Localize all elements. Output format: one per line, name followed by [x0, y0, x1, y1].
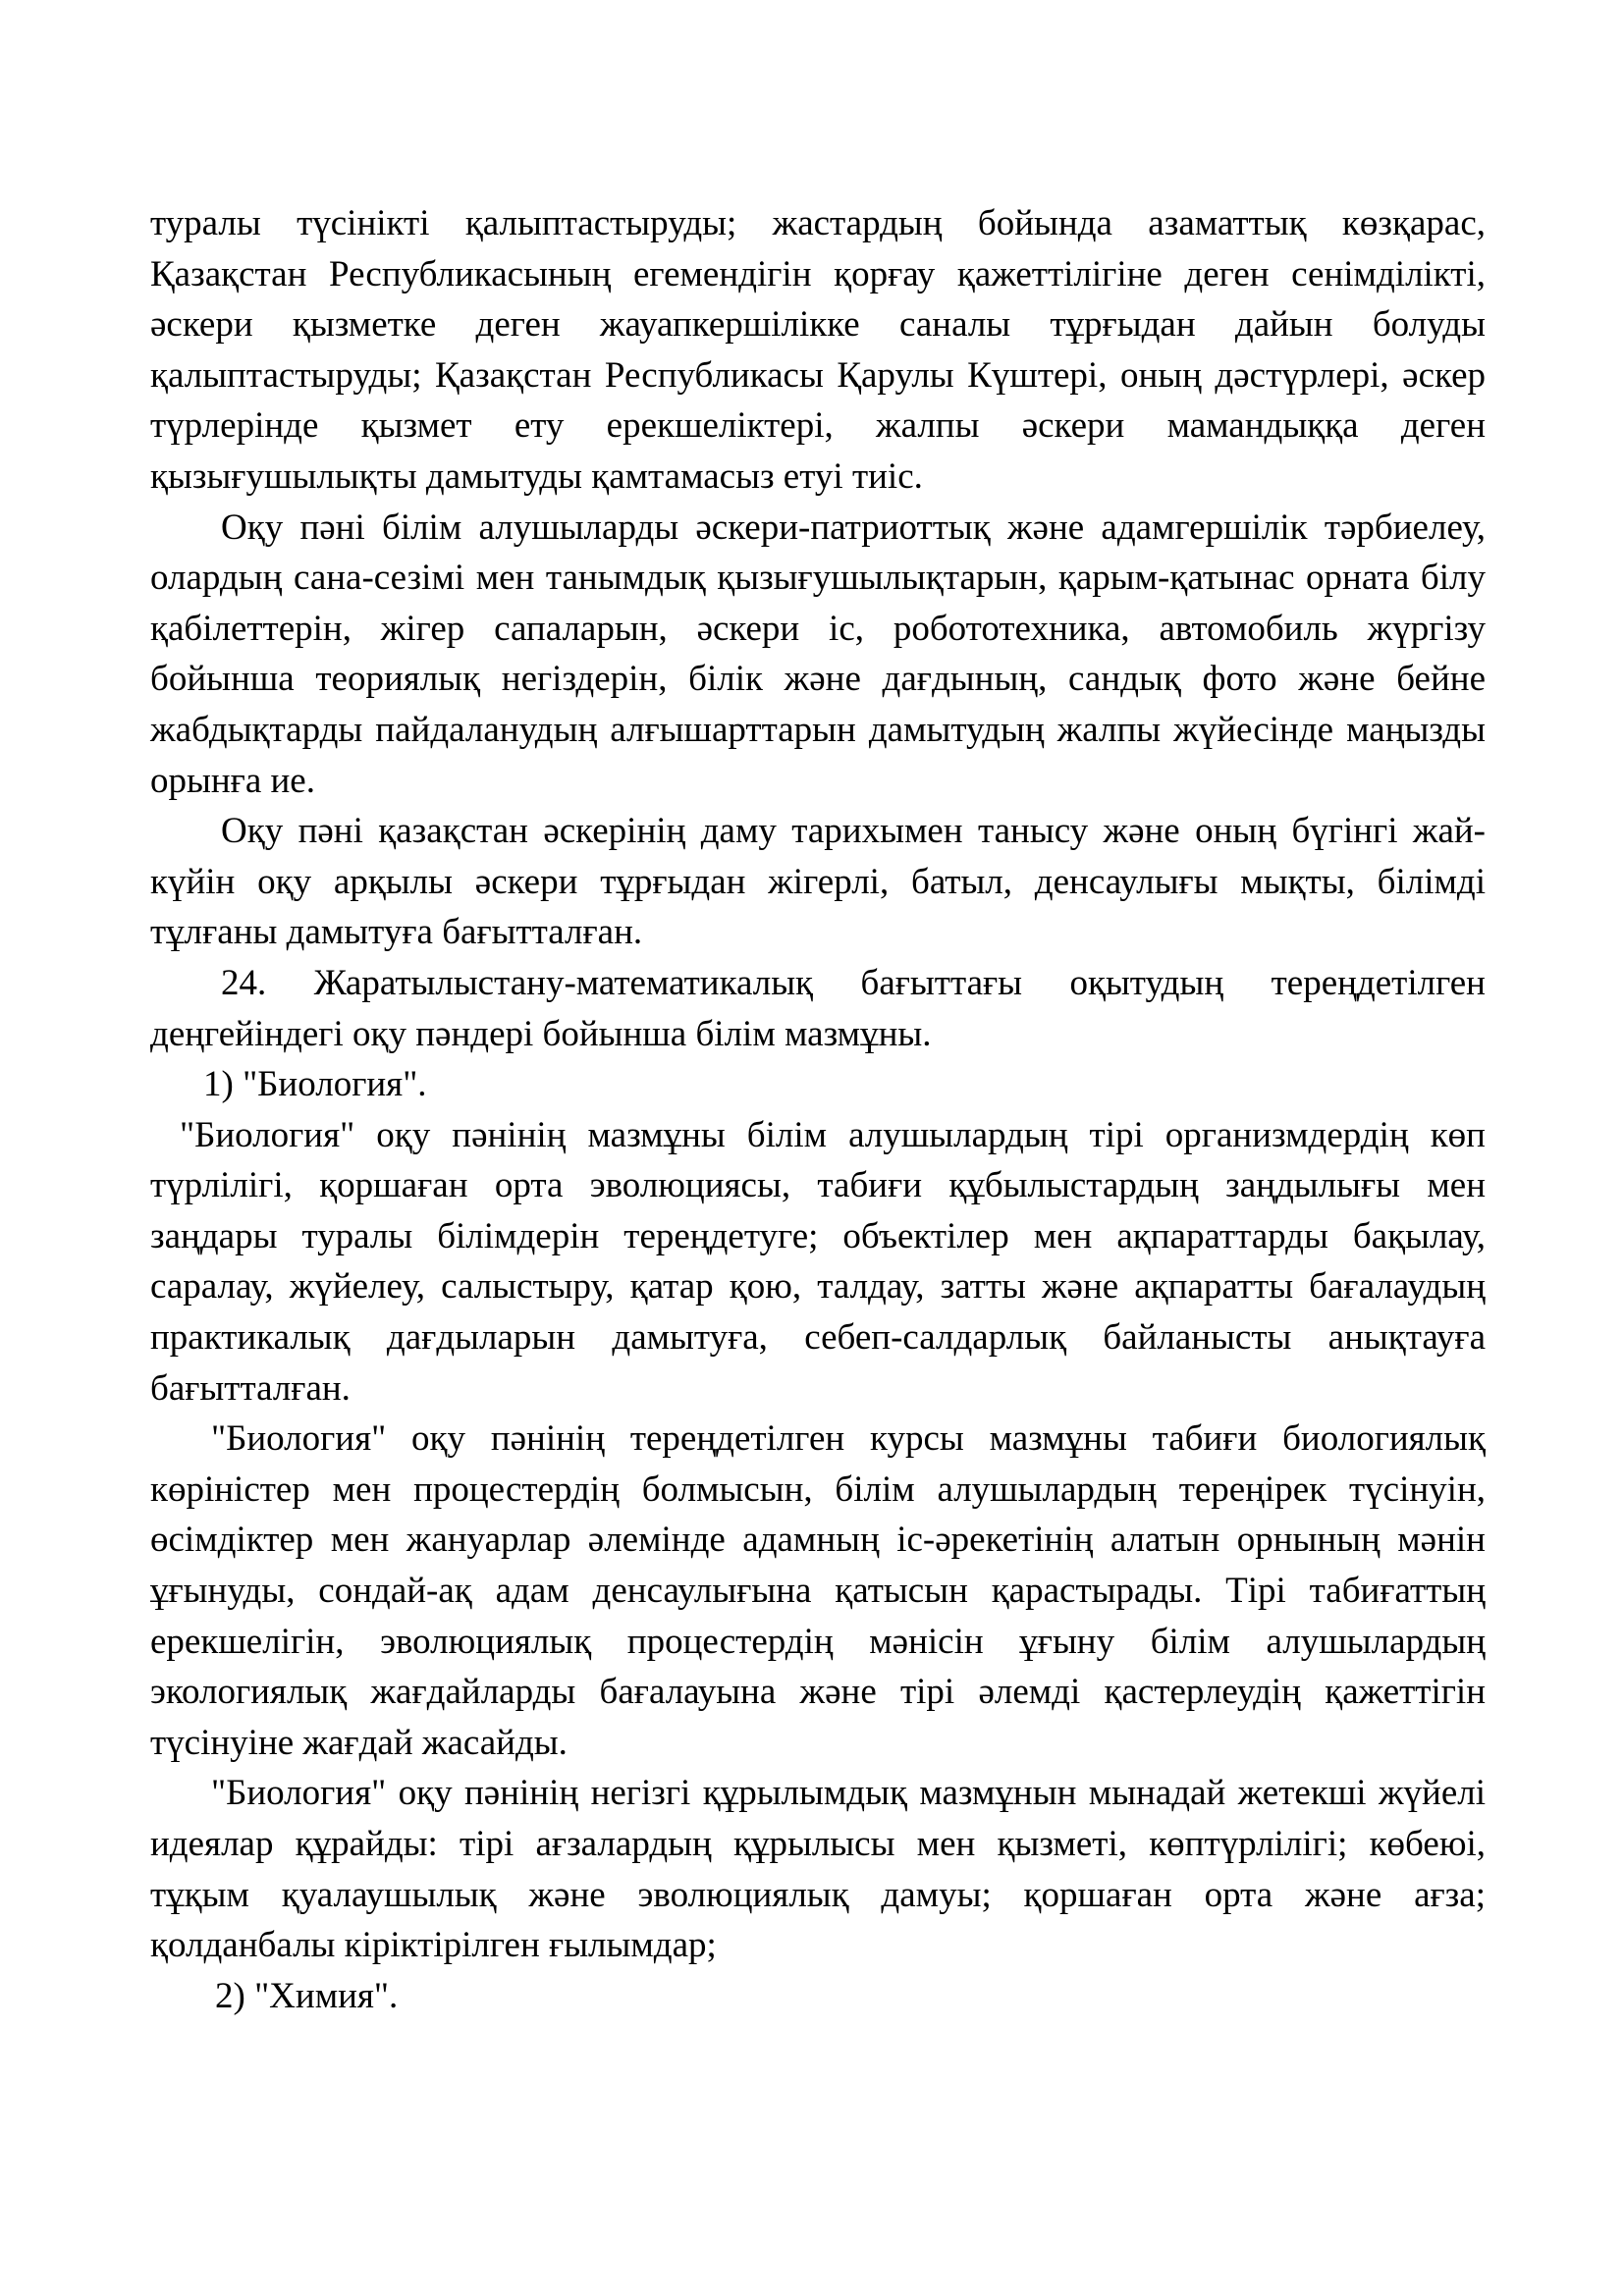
paragraph-biology-advanced: "Биология" оқу пәнінің тереңдетілген курсы мазмұны табиғи биологиялық көріністер мен процестердің болмысын, білім алушылардың тереңірек түсінуін, өсімдіктер мен жануарлар әлемінде адамның іс-әрекетінің алатын орнының мәнін ұғынуды, сондай-ақ адам денсаулығына қатысын қарастырады. Тірі табиғаттың ерекшелігін, эволюциялық процестердің мәнісін ұғыну білім алушылардың экологиялық жағдайларды бағалауына және тірі әлемді қастерлеудің қажеттігін түсінуіне жағдай жасайды. [150, 1418, 1486, 1763]
paragraph-subject-history: Оқу пәні қазақстан әскерінің даму тарихымен танысу және оның бүгінгі жай-күйін оқу арқылы әскери тұрғыдан жігерлі, батыл, денсаулығы мықты, білімді тұлғаны дамытуға бағытталған. [150, 811, 1486, 953]
heading-chemistry: 2) "Химия". [215, 1975, 399, 2016]
paragraph-intro-continuation: туралы түсінікті қалыптастыруды; жастардың бойында азаматтық көзқарас, Қазақстан Республикасының егемендігін қорғау қажеттілігіне деген сенімділікті, әскери қызметке деген жауапкершілікке саналы тұрғыдан дайын болуды қалыптастыруды; Қазақстан Республикасы Қарулы Күштері, оның дәстүрлері, әскер түрлерінде қызмет ету ерекшеліктері, жалпы әскери мамандыққа деген қызығушылықты дамытуды қамтамасыз етуі тиіс. [150, 203, 1486, 497]
paragraph-section-24: 24. Жаратылыстану-математикалық бағыттағы оқытудың тереңдетілген деңгейіндегі оқу пәндері бойынша білім мазмұны. [150, 962, 1486, 1054]
paragraph-biology-content: "Биология" оқу пәнінің мазмұны білім алушылардың тірі организмдердің көп түрлілігі, қоршаған орта эволюциясы, табиғи құбылыстардың заңдылығы мен заңдары туралы білімдерін тереңдетуге; объектілер мен ақпараттарды бақылау, саралау, жүйелеу, салыстыру, қатар қою, талдау, затты және ақпаратты бағалаудың практикалық дағдыларын дамытуға, себеп-салдарлық байланысты анықтауға бағытталған. [150, 1114, 1486, 1409]
document-page [150, 198, 1486, 2021]
paragraph-subject-education: Оқу пәні білім алушыларды әскери-патриоттық және адамгершілік тәрбиелеу, олардың сана-сезімі мен танымдық қызығушылықтарын, қарым-қатынас орната білу қабілеттерін, жігер сапаларын, әскери іс, робототехника, автомобиль жүргізу бойынша теориялық негіздерін, білік және дағдының, сандық фото және бейне жабдықтарды пайдаланудың алғышарттарын дамытудың жалпы жүйесінде маңызды орынға ие. [150, 507, 1486, 801]
heading-biology: 1) "Биология". [203, 1064, 427, 1105]
paragraph-biology-structure: "Биология" оқу пәнінің негізгі құрылымдық мазмұнын мынадай жетекші жүйелі идеялар құрайды: тірі ағзалардың құрылысы мен қызметі, көптүрлілігі; көбеюі, тұқым қуалаушылық және эволюциялық дамуы; қоршаған орта және ағза; қолданбалы кіріктірілген ғылымдар; [150, 1773, 1486, 1966]
